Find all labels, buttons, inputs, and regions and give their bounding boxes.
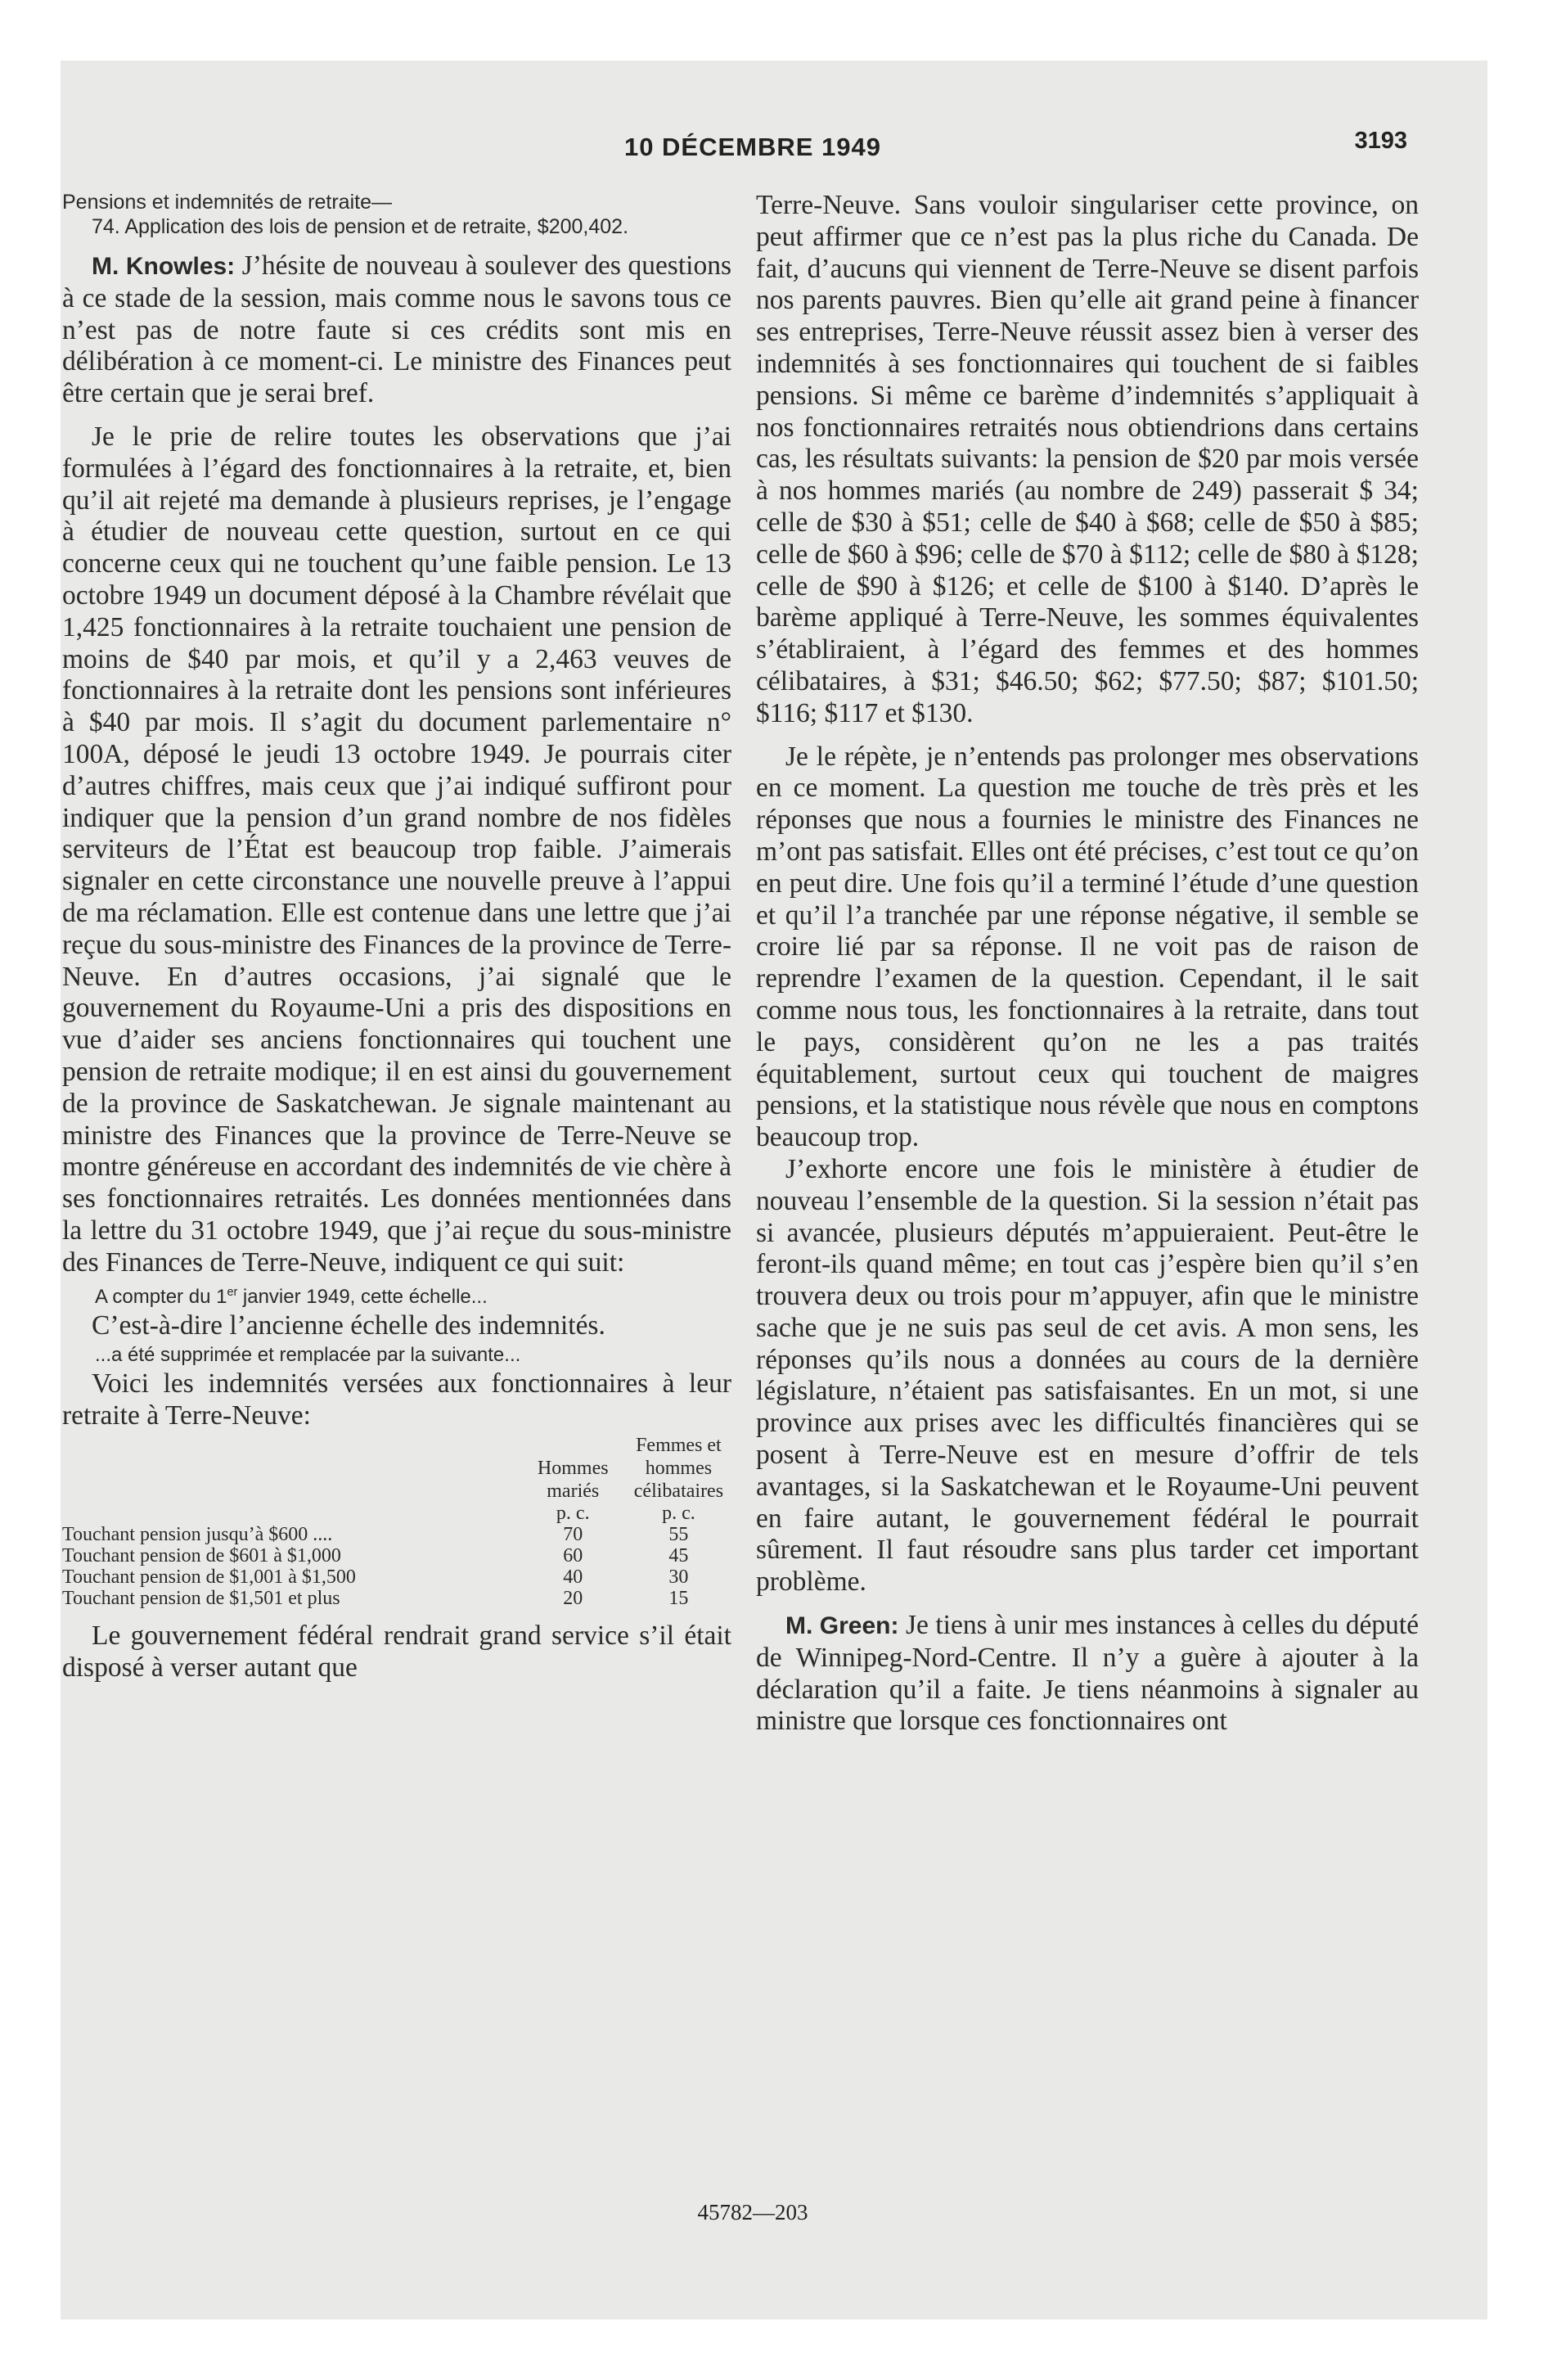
knowles-paragraph-2: Je le prie de relire toutes les observations que j’ai formulées à l’égard des fonctionnaires à la retraite, et, bien qu’il ait rejeté ma demande à plusieurs reprises, je l’engage à étudier de nouveau cette question, surtout en ce qui concerne ceux qui ne touchent qu’une faible pension. Le 13 octobre 1949 un document déposé à la Chambre révélait que 1,425 fonctionnaires à la retraite touchaient une pension de moins de $40 par mois, et qu’il y a 2,463 veuves de fonctionnaires à la retraite dont les pensions sont inférieures à $40 par mois. Il s’agit du document parlementaire n° 100A, déposé le jeudi 13 octobre 1949. Je pourrais citer d’autres chiffres, mais ceux que j’ai indiqué suffiront pour indiquer que la pension d’un grand nombre de nos fidèles serviteurs de l’État est beaucoup trop faible. J’aimerais signaler en cette circonstance une nouvelle preuve à l’appui de ma réclamation. Elle est contenue dans une lettre que j’ai reçue du sous-ministre des Finances de la province de Terre-Neuve. En d’autres occasions, j’ai signalé que le gouvernement du Royaume-Uni a pris des dispositions en vue d’aider ses anciens fonctionnaires qui touchent une pension de retraite modique; il en est ainsi du gouvernement de la province de Saskatchewan. Je signale maintenant au ministre des Finances que la province de Terre-Neuve se montre généreuse en accordant des indemnités de vie chère à ses fonctionnaires retraités. Les données mentionnées dans la lettre du 31 octobre 1949, que j’ai reçue du sous-ministre des Finances de Terre-Neuve, indiquent ce qui suit: [62, 421, 731, 1278]
section-heading: Pensions et indemnités de retraite— [62, 191, 392, 214]
footer-code: 45782—203 [697, 2200, 808, 2224]
row-single: 30 [668, 1566, 689, 1588]
vote-item: 74. Application des lois de pension et de retraite, $200,402. [92, 215, 629, 238]
page-number: 3193 [1354, 128, 1407, 154]
table-row [62, 1588, 731, 1609]
row-label: Touchant pension de $601 à $1,000 [62, 1544, 341, 1566]
green-paragraph [756, 1610, 1419, 1738]
table-row [62, 1524, 731, 1545]
table-header-blank [62, 1434, 520, 1503]
row-label: Touchant pension jusqu’à $600 .... [62, 1523, 333, 1545]
row-married: 70 [563, 1523, 583, 1545]
right-paragraph-2: Je le répète, je n’entends pas prolonger mes observations en ce moment. La question me touche de très près et les réponses que nous a fournies le ministre des Finances ne m’ont pas satisfait. Elles ont été précises, c’est tout ce qu’on en peut dire. Une fois qu’il a terminé l’étude d’une question et qu’il l’a tranchée par une réponse négative, il semble se croire lié par sa réponse. Il ne voit pas de raison de reprendre l’examen de la question. Cependant, il le sait comme nous tous, les fonctionnaires à la retraite, dans tout le pays, considèrent qu’on ne les a pas traités équitablement, surtout ceux qui touchent de maigres pensions, et la statistique nous révèle que nous en comptons beaucoup trop. [756, 741, 1419, 1153]
row-single: 55 [668, 1523, 689, 1545]
indemnity-table [62, 1434, 731, 1609]
row-single: 15 [668, 1587, 689, 1609]
right-column [756, 190, 1419, 1738]
speaker-name: M. Knowles: [92, 253, 236, 280]
quote-1 [62, 1281, 731, 1309]
knowles-paragraph-4: Voici les indemnités versées aux fonctionnaires à leur retraite à Terre-Neuve: [62, 1368, 731, 1431]
table-header-row [62, 1434, 731, 1503]
row-label: Touchant pension de $1,001 à $1,500 [62, 1566, 356, 1588]
row-married: 20 [563, 1587, 583, 1609]
page-date: 10 DÉCEMBRE 1949 [623, 133, 882, 161]
quote-superscript: er [227, 1285, 238, 1299]
right-paragraph-1: Terre-Neuve. Sans vouloir singulariser cette province, on peut affirmer que ce n’est pas la plus riche du Canada. De fait, d’aucuns qui viennent de Terre-Neuve se disent parfois nos parents pauvres. Bien qu’elle ait grand peine à financer ses entreprises, Terre-Neuve réussit assez bien à verser des indemnités à ses fonctionnaires qui touchent de si faibles pensions. Si même ce barème d’indemnités s’appliquait à nos fonctionnaires retraités nous obtiendrions dans certains cas, les résultats suivants: la pension de $20 par mois versée à nos hommes mariés (au nombre de 249) passerait $ 34; celle de $30 à $51; celle de $40 à $68; celle de $50 à $85; celle de $60 à $96; celle de $70 à $112; celle de $80 à $128; celle de $90 à $126; et celle de $100 à $140. D’après le barème appliqué à Terre-Neuve, les sommes équivalentes s’établiraient, à l’égard des femmes et des hommes célibataires, à $31; $46.50; $62; $77.50; $87; $101.50; $116; $117 et $130. [756, 190, 1419, 728]
table-unit-row [62, 1503, 731, 1524]
col-header-married: Hommes mariés [537, 1457, 609, 1502]
right-paragraph-3: J’exhorte encore une fois le ministère à étudier de nouveau l’ensemble de la question. Si la session n’était pas si avancée, plusieurs députés m’appuieraient. Peut-être le feront-ils quand même; en tout cas j’espère bien qu’il s’en trouvera deux ou trois pour m’appuyer, afin que le ministre sache que je ne suis pas seul de cet avis. A mon sens, les réponses qu’ils nous a données au cours de la dernière législature, n’étaient pas satisfaisantes. En un mot, si une province aux prises avec les difficultés financières qui se posent à Terre-Neuve est en mesure d’offrir de tels avantages, si la Saskatchewan et le Royaume-Uni peuvent en faire autant, le gouvernement fédéral le pourrait sûrement. Il faut résoudre sans plus tarder cet important problème. [756, 1153, 1419, 1598]
row-married: 60 [563, 1544, 583, 1566]
col-header-single: Femmes et hommes célibataires [633, 1434, 724, 1502]
table-row [62, 1566, 731, 1588]
left-column [62, 190, 731, 1684]
row-married: 40 [563, 1566, 583, 1588]
knowles-paragraph-1 [62, 250, 731, 410]
row-single: 45 [668, 1544, 689, 1566]
table-unit-blank [62, 1503, 520, 1524]
row-label: Touchant pension de $1,501 et plus [62, 1587, 340, 1609]
quote-2: ...a été supprimée et remplacée par la suivante... [95, 1344, 521, 1367]
knowles-paragraph-3: C’est-à-dire l’ancienne échelle des indemnités. [92, 1309, 605, 1341]
paragraph-text: Je tiens à unir mes instances à celles du député de Winnipeg-Nord-Centre. Il n’y a guère à ajouter à la déclaration qu’il a faite. Je tiens néanmoins à signaler au ministre que lorsque ces fonctionnaires ont [756, 1610, 1419, 1737]
unit-married: p. c. [556, 1502, 590, 1524]
speaker-name: M. Green: [785, 1612, 899, 1640]
quote-text-end: janvier 1949, cette échelle... [237, 1285, 488, 1308]
paragraph-text: J’hésite de nouveau à soulever des questions à ce stade de la session, mais comme nous le savons tous ce n’est pas de notre faute si ces crédits sont mis en délibération à ce moment-ci. Le ministre des Finances peut être certain que je serai bref. [62, 250, 732, 409]
quote-text: A compter du 1 [95, 1285, 227, 1308]
knowles-paragraph-5: Le gouvernement fédéral rendrait grand service s’il était disposé à verser autant que [62, 1620, 731, 1683]
unit-single: p. c. [662, 1502, 695, 1524]
table-row [62, 1545, 731, 1566]
